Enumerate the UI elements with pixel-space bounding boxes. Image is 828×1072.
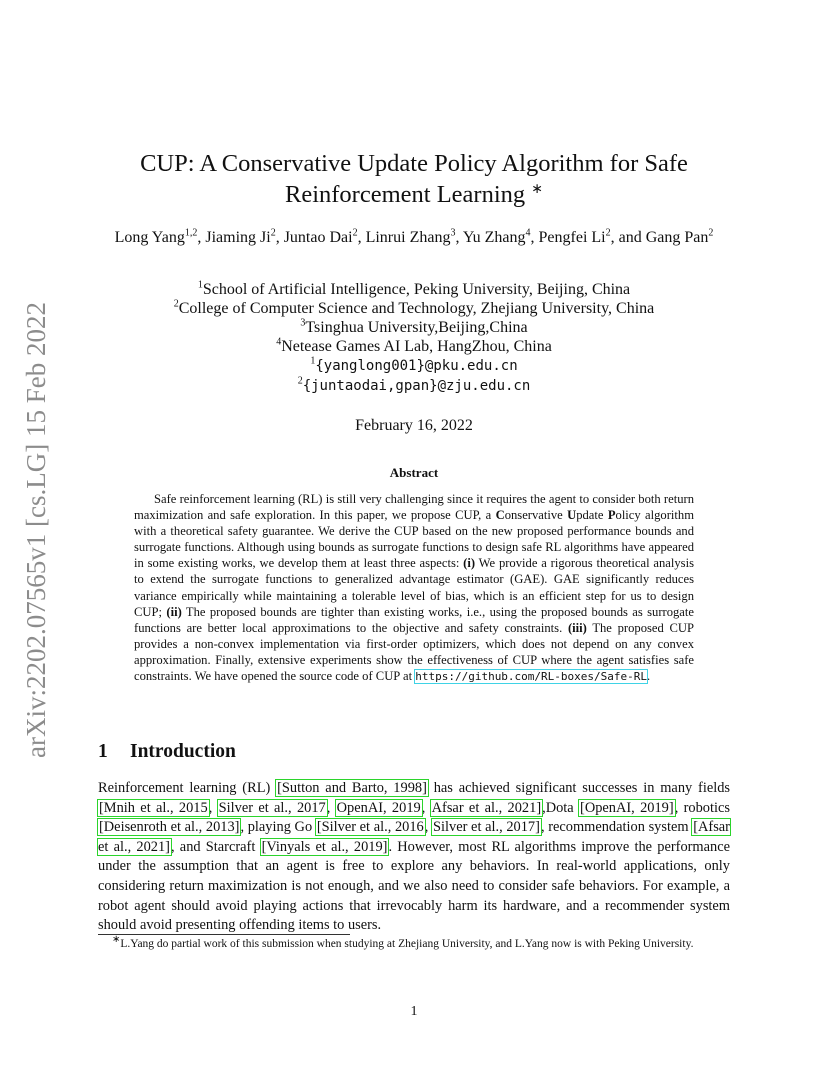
author-separator: , and [610, 229, 646, 246]
abstract-text: olicy algorithm with a theoretical safety guarantee. We derive the CUP based on the new proposed performance bounds and surrogate functions. Although using bounds as surrogate functions to design safe RL algorithms have appeared in some existing works, we develop them at least three aspects: [134, 508, 694, 571]
author-name: Jiaming Ji [205, 229, 271, 246]
paper-date: February 16, 2022 [355, 417, 473, 434]
affiliation [98, 318, 730, 337]
author-name: Long Yang [114, 229, 185, 246]
abstract-text: The proposed CUP provides a non-convex implementation via first-order optimizers, which does not depend on any convex approximation. Finally, extensive experiments show the effectiveness of CUP where the agent satisfies safe constraints. We have opened the source code of CUP at [134, 620, 695, 684]
title-footnote-mark: ∗ [531, 181, 543, 197]
affiliation-mark: 4 [276, 336, 282, 348]
intro-text: , [208, 799, 218, 816]
section-number: 1 [98, 741, 108, 762]
citation-link[interactable]: Silver et al., 2017] [433, 819, 540, 836]
footnote-mark: ∗ [112, 934, 121, 946]
arxiv-stamp: arXiv:2202.07565v1 [cs.LG] 15 Feb 2022 [21, 302, 51, 758]
footnote-text: L.Yang do partial work of this submission when studying at Zhejiang University, and L.Yang now is with Peking University. [120, 938, 694, 950]
author-separator: , [455, 229, 463, 246]
footnote-rule [98, 934, 350, 935]
email-mark: 1 [310, 355, 316, 367]
affiliation-text: School of Artificial Intelligence, Peking University, Beijing, China [202, 281, 631, 298]
author-affiliation: 1,2 [184, 227, 198, 239]
intro-text: Reinforcement learning (RL) [98, 780, 277, 796]
abstract-bold: (iii) [567, 620, 587, 635]
author-name: Pengfei Li [538, 229, 606, 246]
citation-link[interactable]: [Vinyals et al., 2019] [261, 838, 388, 855]
affiliation-text: Tsinghua University,Beijing,China [305, 319, 528, 336]
affiliation-text: Netease Games AI Lab, HangZhou, China [281, 338, 552, 355]
affiliation-mark: 3 [300, 317, 306, 329]
intro-text: , recommendation system [540, 819, 693, 836]
abstract-text: . [647, 669, 651, 684]
email [98, 356, 730, 376]
author-affiliation: 4 [525, 227, 531, 239]
author-separator: , [197, 229, 206, 246]
author-affiliation: 2 [605, 227, 611, 239]
abstract-bold: U [567, 508, 577, 523]
intro-text: , playing Go [240, 819, 316, 836]
email-text: {juntaodai,gpan}@zju.edu.cn [302, 378, 531, 394]
email [98, 376, 730, 396]
abstract-text: We provide a rigorous theoretical analysis to extend the surrogate functions to generalized advantage estimator (GAE). GAE significantly reduces variance empirically while maintaining a tolerable level of bias, which is an efficient step for us to design CUP; [134, 556, 694, 619]
author-name: Gang Pan [645, 229, 709, 246]
intro-text: , [421, 799, 431, 816]
author-affiliation: 2 [270, 227, 276, 239]
affiliation [98, 337, 730, 356]
author-separator: , [357, 229, 366, 246]
intro-text: ,Dota [542, 799, 580, 816]
abstract-bold: P [607, 508, 616, 523]
code-link[interactable]: https://github.com/RL-boxes/Safe-RL [415, 670, 648, 684]
affiliation-mark: 1 [197, 279, 203, 291]
author-separator: , [275, 229, 284, 246]
author-affiliation: 2 [352, 227, 358, 239]
abstract-text: onservative [504, 508, 568, 523]
page-number: 1 [410, 1004, 418, 1019]
abstract-body [134, 491, 694, 685]
abstract-bold: (i) [463, 556, 476, 571]
intro-text: , robotics [674, 799, 730, 816]
citation-link[interactable]: [OpenAI, 2019] [580, 799, 674, 816]
citation-link[interactable]: [Silver et al., 2016 [316, 819, 424, 836]
email-text: {yanglong001}@pku.edu.cn [315, 358, 518, 374]
intro-text: , [326, 799, 336, 816]
abstract-paragraph [134, 491, 694, 685]
author-affiliation: 2 [708, 227, 714, 239]
affiliation-text: College of Computer Science and Technology, Zhejiang University, China [178, 300, 655, 317]
citation-link[interactable]: [Mnih et al., 2015 [99, 799, 208, 816]
abstract-text: Safe reinforcement learning (RL) is still very challenging since it requires the agent to consider both return maximization and safe exploration. In this paper, we propose CUP, a [134, 492, 694, 523]
footnote [98, 934, 730, 952]
abstract-text: pdate [576, 508, 608, 523]
abstract-bold: (ii) [166, 604, 182, 619]
title-line-2 [98, 179, 730, 210]
abstract-bold: C [495, 508, 505, 523]
intro-paragraph [98, 779, 730, 936]
author-separator: , [530, 229, 539, 246]
citation-link[interactable]: [Afsar et al., 2021] [98, 819, 730, 855]
citation-link[interactable]: [Deisenroth et al., 2013] [99, 819, 240, 836]
title-line-1: CUP: A Conservative Update Policy Algorithm for Safe [140, 150, 688, 177]
abstract-heading: Abstract [389, 465, 439, 480]
affiliation-list [98, 280, 730, 396]
email-mark: 2 [297, 375, 303, 387]
intro-text: has achieved significant successes in many fields [427, 780, 730, 796]
affiliation [98, 299, 730, 318]
section-title: Introduction [130, 741, 236, 762]
intro-text: . However, most RL algorithms improve the performance under the assumption that an agent is free to explore any behaviors. In real-world applications, only considering return maximization is not enough, and we also need to consider safe behaviors. For example, a robot agent should avoid playing actions that irrevocably harm its hardware, and a recommender system should avoid presenting offending items to users. [98, 838, 730, 934]
author-affiliation: 3 [450, 227, 456, 239]
affiliation-mark: 2 [173, 298, 179, 310]
author-name: Linrui Zhang [365, 229, 451, 246]
intro-text: , and Starcraft [170, 838, 261, 855]
citation-link[interactable]: Silver et al., 2017 [218, 799, 326, 816]
paper-title [98, 148, 730, 210]
section-heading [98, 741, 236, 763]
affiliation [98, 280, 730, 299]
citation-link[interactable]: Afsar et al., 2021] [431, 799, 542, 816]
abstract-text: The proposed bounds are tighter than existing works, i.e., using the proposed bounds as surrogate functions are better local approximations to the objective and safety constraints. [134, 604, 694, 635]
title-line-2-text: Reinforcement Learning [285, 181, 526, 208]
citation-link[interactable]: [Sutton and Barto, 1998] [277, 780, 427, 796]
citation-link[interactable]: OpenAI, 2019 [336, 799, 421, 816]
introduction-body [98, 779, 730, 936]
author-list [98, 228, 730, 247]
intro-text: , [424, 819, 433, 836]
footnote-paragraph [98, 934, 730, 952]
author-name: Yu Zhang [462, 229, 526, 246]
author-name: Juntao Dai [283, 229, 353, 246]
